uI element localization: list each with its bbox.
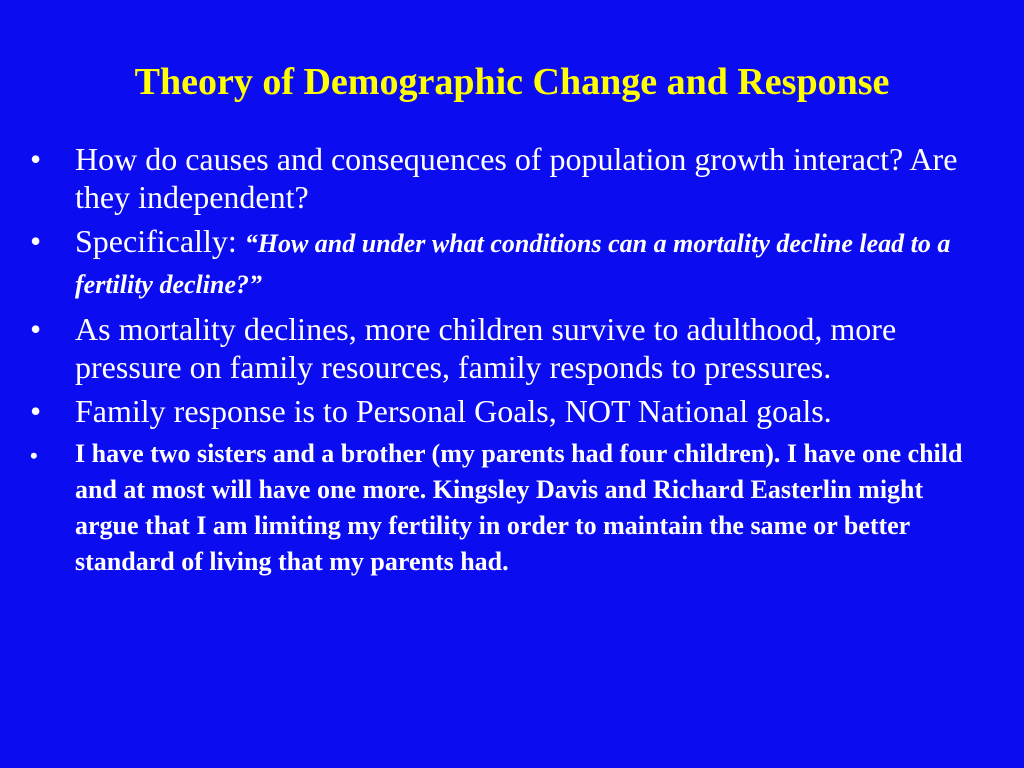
bullet-prefix: Specifically:: [75, 223, 245, 259]
bullet-text: I have two sisters and a brother (my parents had four children). I have one child and at most will have one more. Kingsley Davis and Richard Easterlin might argue that I am limiting my fertility in order to maintain the same or better standard of living that my parents had.: [75, 439, 963, 576]
bullet-quote: “How and under what conditions can a mortality decline lead to a fertility decline?”: [75, 229, 951, 299]
bullet-text: Family response is to Personal Goals, NOT National goals.: [75, 393, 832, 429]
bullet-marker: •: [30, 311, 42, 347]
bullet-item: [30, 140, 990, 216]
bullet-item: [30, 222, 990, 304]
bullet-marker: •: [30, 443, 38, 468]
bullet-list: [30, 140, 990, 580]
slide-title: Theory of Demographic Change and Response: [134, 61, 890, 103]
bullet-item: [30, 392, 990, 430]
bullet-text: How do causes and consequences of population growth interact? Are they independent?: [75, 141, 958, 215]
bullet-item: [30, 436, 990, 580]
bullet-marker: •: [30, 141, 42, 177]
bullet-marker: •: [30, 393, 42, 429]
bullet-marker: •: [30, 223, 42, 259]
bullet-item: [30, 310, 990, 386]
bullet-text: As mortality declines, more children survive to adulthood, more pressure on family resources, family responds to pressures.: [75, 311, 897, 385]
